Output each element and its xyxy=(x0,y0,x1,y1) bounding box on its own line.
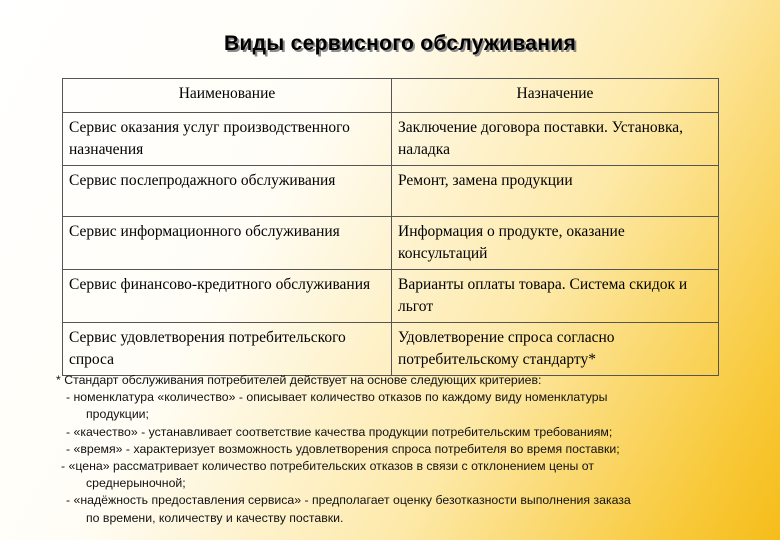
cell-name: Сервис послепродажного обслуживания xyxy=(63,166,392,217)
footnote-item: - номенклатура «количество» - описывает количество отказов по каждому виду номенклатуры xyxy=(66,390,608,405)
cell-name: Сервис удовлетворения потребительского спроса xyxy=(63,323,392,376)
table-row xyxy=(63,270,719,323)
service-types-table xyxy=(62,78,719,376)
footnote-item-cont: среднерыночной; xyxy=(86,476,186,491)
cell-purpose: Заключение договора поставки. Установка, наладка xyxy=(392,113,719,166)
footnote-item-cont: продукции; xyxy=(86,407,149,422)
footnote-intro: * Стандарт обслуживания потребителей действует на основе следующих критериев: xyxy=(56,373,542,387)
cell-purpose: Информация о продукте, оказание консультаций xyxy=(392,217,719,270)
cell-purpose: Ремонт, замена продукции xyxy=(392,166,719,217)
footnote-item: - «надёжность предоставления сервиса» - предполагает оценку безотказности выполнения заказа xyxy=(66,493,631,508)
cell-name: Сервис оказания услуг производственного назначения xyxy=(63,113,392,166)
table-row xyxy=(63,217,719,270)
footnote-item: - «цена» рассматривает количество потребительских отказов в связи с отклонением цены от xyxy=(61,459,594,474)
page-title: Виды сервисного обслуживания xyxy=(223,32,577,55)
cell-purpose: Удовлетворение спроса согласно потребительскому стандарту* xyxy=(392,323,719,376)
table-row xyxy=(63,323,719,376)
header-purpose: Назначение xyxy=(392,79,719,113)
header-name: Наименование xyxy=(63,79,392,113)
footnote-item: - «время» - характеризует возможность удовлетворения спроса потребителя во время поставки; xyxy=(66,441,620,456)
table-row xyxy=(63,166,719,217)
footnote-item: - «качество» - устанавливает соответствие качества продукции потребительским требованиям; xyxy=(66,424,613,439)
footnote xyxy=(56,372,756,527)
table-row xyxy=(63,113,719,166)
footnote-item-cont: по времени, количеству и качеству поставки. xyxy=(86,510,344,525)
table-header-row xyxy=(63,79,719,113)
cell-purpose: Варианты оплаты товара. Система скидок и льгот xyxy=(392,270,719,323)
cell-name: Сервис информационного обслуживания xyxy=(63,217,392,270)
cell-name: Сервис финансово-кредитного обслуживания xyxy=(63,270,392,323)
